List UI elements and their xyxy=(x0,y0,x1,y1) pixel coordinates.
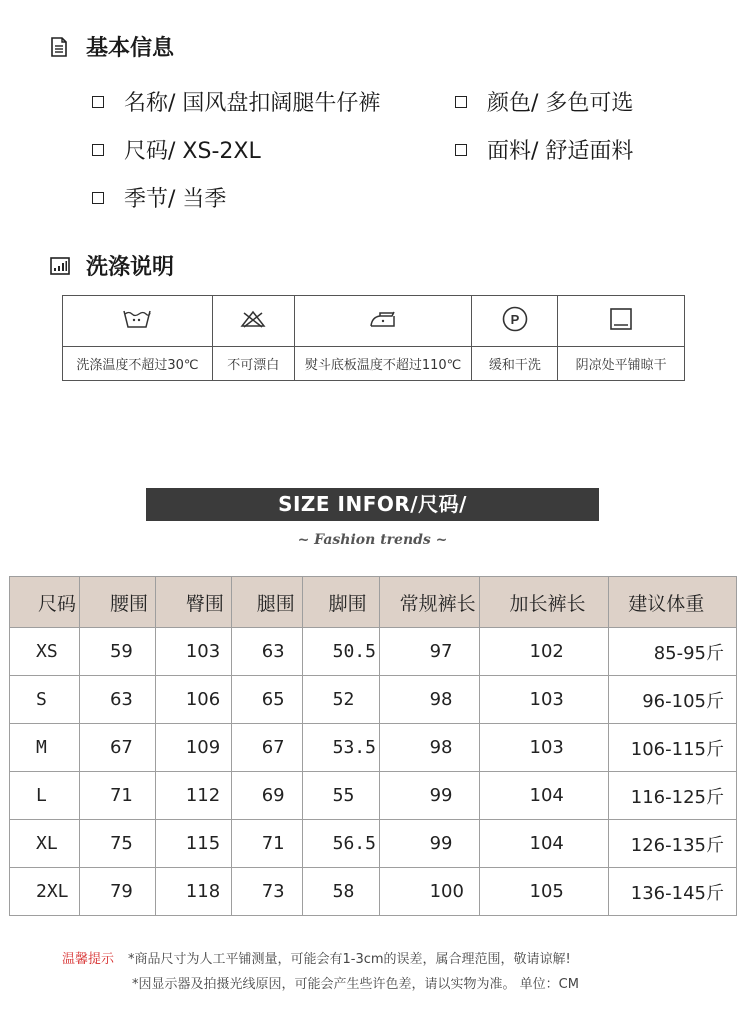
table-cell: 118 xyxy=(155,868,231,916)
size-column-header: 尺码 xyxy=(10,577,80,628)
table-cell: 73 xyxy=(231,868,302,916)
table-cell: M xyxy=(10,724,80,772)
table-row xyxy=(10,820,737,868)
table-cell: 53.5 xyxy=(302,724,379,772)
table-cell: 106-115斤 xyxy=(609,724,737,772)
size-column-header: 腰围 xyxy=(79,577,155,628)
table-cell: 104 xyxy=(479,772,609,820)
table-cell: 103 xyxy=(155,628,231,676)
note-text-2: *因显示器及拍摄光线原因，可能会产生些许色差，请以实物为准。 单位：CM xyxy=(132,977,579,992)
washing-table xyxy=(62,295,685,381)
table-cell: 99 xyxy=(379,772,479,820)
table-cell: 67 xyxy=(231,724,302,772)
document-icon xyxy=(50,37,68,57)
table-cell: 59 xyxy=(79,628,155,676)
info-item-fabric xyxy=(455,134,633,165)
wash-30-icon xyxy=(122,315,152,334)
iron-icon xyxy=(368,315,398,334)
tip-label: 温馨提示 xyxy=(62,952,115,967)
table-cell: 102 xyxy=(479,628,609,676)
washing-heading xyxy=(50,250,174,281)
table-cell: 97 xyxy=(379,628,479,676)
basic-info-title: 基本信息 xyxy=(86,36,175,61)
table-cell: 103 xyxy=(479,724,609,772)
table-cell: 85-95斤 xyxy=(609,628,737,676)
size-column-header: 常规裤长 xyxy=(379,577,479,628)
table-cell: 65 xyxy=(231,676,302,724)
size-column-header: 建议体重 xyxy=(609,577,737,628)
checkbox-icon xyxy=(455,144,467,156)
wash-label: 阴凉处平铺晾干 xyxy=(558,347,685,381)
note-text-1: *商品尺寸为人工平铺测量，可能会有1-3cm的误差，属合理范围，敬请谅解! xyxy=(128,952,571,967)
table-cell: 112 xyxy=(155,772,231,820)
table-cell: 2XL xyxy=(10,868,80,916)
table-cell: 116-125斤 xyxy=(609,772,737,820)
table-cell: 96-105斤 xyxy=(609,676,737,724)
size-column-header: 腿围 xyxy=(231,577,302,628)
wash-30-cell xyxy=(63,296,213,347)
table-cell: 99 xyxy=(379,820,479,868)
info-item-label: 尺码/ XS-2XL xyxy=(124,139,261,164)
checkbox-icon xyxy=(92,192,104,204)
info-item-label: 名称/ 国风盘扣阔腿牛仔裤 xyxy=(124,91,381,116)
table-cell: 126-135斤 xyxy=(609,820,737,868)
info-item-season xyxy=(92,182,226,213)
size-column-header: 加长裤长 xyxy=(479,577,609,628)
table-cell: 71 xyxy=(231,820,302,868)
table-cell: S xyxy=(10,676,80,724)
table-cell: 79 xyxy=(79,868,155,916)
table-cell: 63 xyxy=(231,628,302,676)
table-row xyxy=(10,676,737,724)
table-cell: 115 xyxy=(155,820,231,868)
table-cell: 136-145斤 xyxy=(609,868,737,916)
size-table xyxy=(9,576,737,916)
info-item-label: 季节/ 当季 xyxy=(124,187,227,212)
signal-bars-icon xyxy=(50,256,68,276)
table-cell: 98 xyxy=(379,724,479,772)
table-cell: L xyxy=(10,772,80,820)
table-row xyxy=(10,868,737,916)
basic-info-heading xyxy=(50,31,174,62)
table-cell: 109 xyxy=(155,724,231,772)
size-banner: SIZE INFOR/尺码/ xyxy=(146,488,599,521)
wash-label: 缓和干洗 xyxy=(472,347,558,381)
table-cell: 100 xyxy=(379,868,479,916)
flat-dry-icon xyxy=(608,317,634,336)
wash-label: 熨斗底板温度不超过110℃ xyxy=(294,347,472,381)
table-cell: 103 xyxy=(479,676,609,724)
table-cell: XS xyxy=(10,628,80,676)
washing-title: 洗涤说明 xyxy=(86,255,175,280)
dry-clean-p-icon xyxy=(501,312,529,337)
table-cell: 98 xyxy=(379,676,479,724)
table-cell: 106 xyxy=(155,676,231,724)
table-cell: 52 xyxy=(302,676,379,724)
no-bleach-icon xyxy=(239,315,267,334)
wash-label: 洗涤温度不超过30℃ xyxy=(63,347,213,381)
no-bleach-cell xyxy=(212,296,294,347)
iron-cell xyxy=(294,296,472,347)
info-item-name xyxy=(92,86,380,117)
table-row xyxy=(10,628,737,676)
checkbox-icon xyxy=(92,96,104,108)
table-cell: 69 xyxy=(231,772,302,820)
info-item-label: 颜色/ 多色可选 xyxy=(487,91,634,116)
wash-label: 不可漂白 xyxy=(212,347,294,381)
table-cell: 71 xyxy=(79,772,155,820)
info-item-color xyxy=(455,86,633,117)
table-cell: 55 xyxy=(302,772,379,820)
info-item-size xyxy=(92,134,261,165)
table-cell: 50.5 xyxy=(302,628,379,676)
table-cell: 75 xyxy=(79,820,155,868)
table-cell: 56.5 xyxy=(302,820,379,868)
fashion-subtitle: ~ Fashion trends ~ xyxy=(297,532,448,548)
size-table-header xyxy=(10,577,737,628)
table-row xyxy=(10,724,737,772)
size-column-header: 脚围 xyxy=(302,577,379,628)
svg-text:P: P xyxy=(510,312,520,327)
info-item-label: 面料/ 舒适面料 xyxy=(487,139,634,164)
table-cell: 105 xyxy=(479,868,609,916)
flat-dry-cell xyxy=(558,296,685,347)
table-cell: 104 xyxy=(479,820,609,868)
table-cell: 58 xyxy=(302,868,379,916)
note-line-1 xyxy=(62,948,571,967)
table-cell: 63 xyxy=(79,676,155,724)
checkbox-icon xyxy=(455,96,467,108)
checkbox-icon xyxy=(92,144,104,156)
size-column-header: 臀围 xyxy=(155,577,231,628)
dry-clean-cell xyxy=(472,296,558,347)
table-cell: XL xyxy=(10,820,80,868)
table-row xyxy=(10,772,737,820)
table-cell: 67 xyxy=(79,724,155,772)
